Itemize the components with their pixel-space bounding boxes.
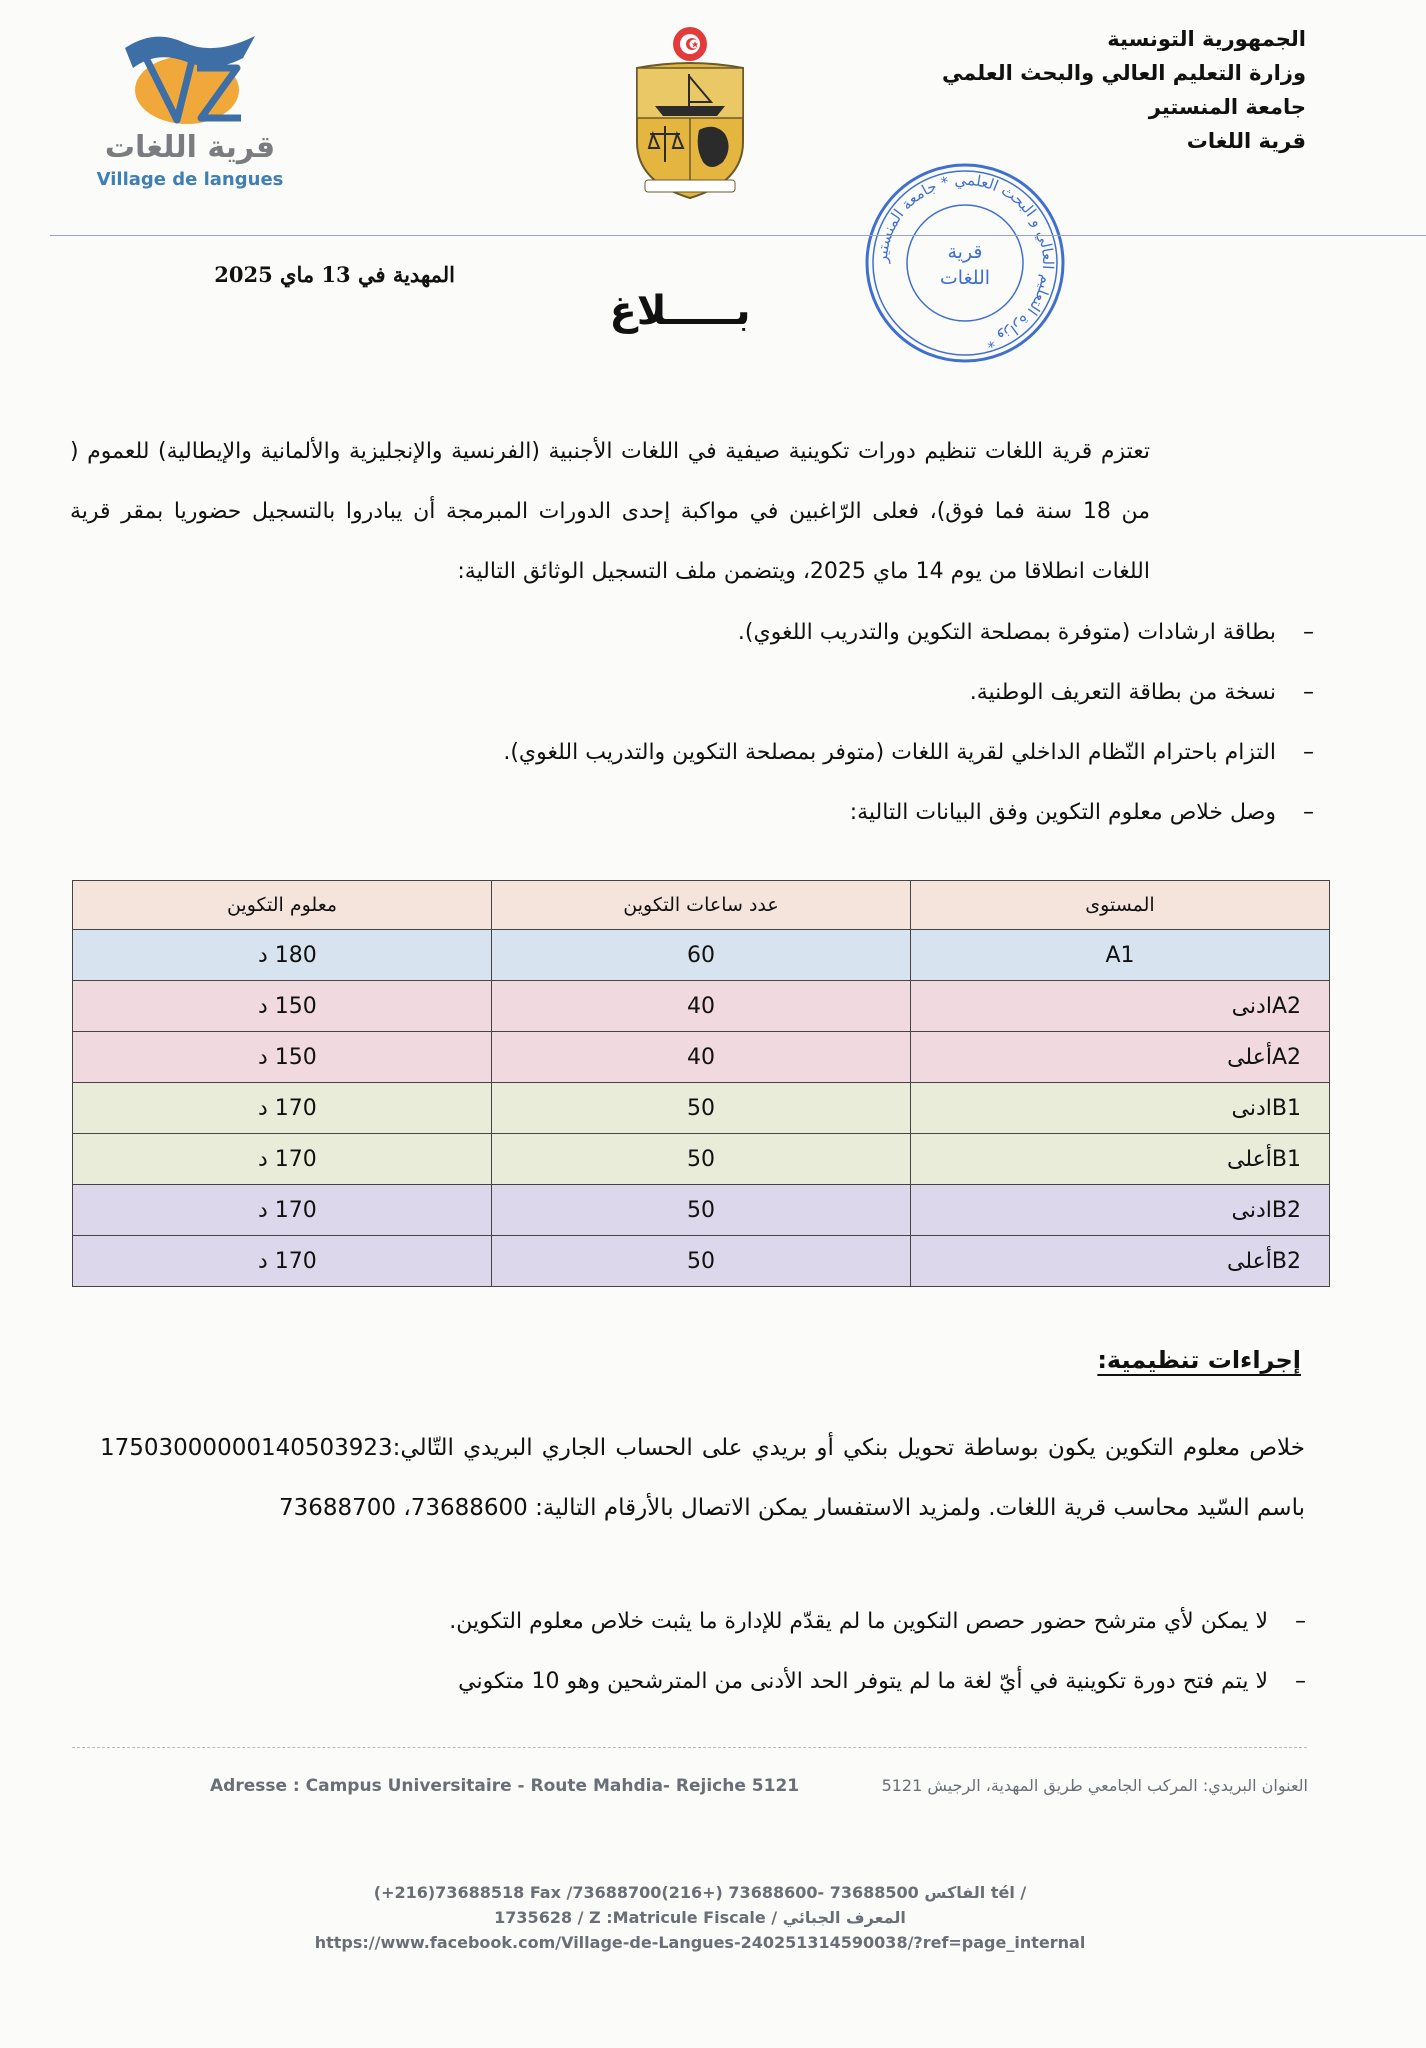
gov-line-university: جامعة المنستير	[1148, 95, 1306, 119]
table-row	[73, 1083, 1330, 1134]
header-level: المستوى	[911, 881, 1330, 930]
procedures-paragraph: خلاص معلوم التكوين يكون بوساطة تحويل بنكي أو بريدي على الحساب الجاري البريدي التّالي:17503000000140503923 باسم السّيد محاسب قرية اللغات. ولمزيد الاستفسار يمكن الاتصال بالأرقام التالية: 73688600، 73688700	[100, 1435, 1305, 1521]
cell-fee: 170 د	[73, 1083, 492, 1134]
footer-matricule: 1735628 / Z :Matricule Fiscale / المعرف الجبائي	[494, 1908, 906, 1927]
procedures-heading: إجراءات تنظيمية:	[1097, 1346, 1301, 1374]
cell-hours: 50	[492, 1134, 911, 1185]
stamp-center-line-1: قرية	[947, 241, 983, 263]
procedures-notes-list	[206, 1592, 1306, 1712]
government-header	[746, 22, 1306, 158]
footer-contact	[200, 1880, 1200, 1955]
cell-fee: 170 د	[73, 1185, 492, 1236]
cell-level: B1ادنى	[911, 1083, 1330, 1134]
logo-arabic-name: قرية اللغات	[104, 130, 276, 165]
list-item: – وصل خلاص معلوم التكوين وفق البيانات التالية:	[214, 783, 1314, 843]
address-arabic: العنوان البريدي: المركب الجامعي طريق المهدية، الرجيش 5121	[881, 1776, 1308, 1795]
page-title: بـــــلاغ	[609, 288, 751, 334]
header-hours: عدد ساعات التكوين	[492, 881, 911, 930]
cell-fee: 150 د	[73, 981, 492, 1032]
cell-fee: 170 د	[73, 1134, 492, 1185]
cell-fee: 170 د	[73, 1236, 492, 1287]
required-documents-list	[214, 603, 1314, 843]
list-item: – نسخة من بطاقة التعريف الوطنية.	[214, 663, 1314, 723]
cell-hours: 60	[492, 930, 911, 981]
stamp-center-line-2: اللغات	[939, 267, 991, 289]
list-item: – لا يتم فتح دورة تكوينية في أيّ لغة ما لم يتوفر الحد الأدنى من المترشحين وهو 10 متكوني	[206, 1652, 1306, 1712]
table-header-row	[73, 881, 1330, 930]
cell-level: B2أعلى	[911, 1236, 1330, 1287]
document-date: المهدية في 13 ماي 2025	[214, 262, 455, 287]
stamp-ring-text: وزارة التعليم العالي و البحث العلمي * جامعة المنستير *	[872, 170, 1058, 352]
address-french: Adresse : Campus Universitaire - Route Mahdia- Rejiche 5121	[210, 1776, 800, 1796]
list-item: – التزام باحترام النّظام الداخلي لقرية اللغات (متوفر بمصلحة التكوين والتدريب اللغوي).	[214, 723, 1314, 783]
cell-level: B2ادنى	[911, 1185, 1330, 1236]
table-row	[73, 1032, 1330, 1083]
table-row	[73, 1134, 1330, 1185]
cell-hours: 50	[492, 1083, 911, 1134]
list-item: – بطاقة ارشادات (متوفرة بمصلحة التكوين والتدريب اللغوي).	[214, 603, 1314, 663]
gov-line-ministry: وزارة التعليم العالي والبحث العلمي	[941, 61, 1306, 85]
cell-fee: 180 د	[73, 930, 492, 981]
village-de-langues-logo	[90, 28, 290, 198]
header-divider	[50, 235, 1426, 236]
gov-line-institution: قرية اللغات	[1186, 129, 1306, 153]
logo-french-name: Village de langues	[96, 169, 284, 190]
cell-hours: 50	[492, 1185, 911, 1236]
header-fee: معلوم التكوين	[73, 881, 492, 930]
cell-level: A2أعلى	[911, 1032, 1330, 1083]
footer-phones: (+216)73688518 Fax /الفاكس 73688500 -73688600 (+216)73688700 tél /	[373, 1883, 1027, 1902]
cell-fee: 150 د	[73, 1032, 492, 1083]
cell-level: A1	[911, 930, 1330, 981]
tunisia-coat-of-arms-icon	[625, 22, 755, 202]
footer-facebook-link[interactable]: https://www.facebook.com/Village-de-Langues-240251314590038/?ref=page_internal	[314, 1933, 1086, 1952]
table-row	[73, 930, 1330, 981]
announcement-paragraph: تعتزم قرية اللغات تنظيم دورات تكوينية صيفية في اللغات الأجنبية (الفرنسية والإنجليزية والألمانية والإيطالية) للعموم ( من 18 سنة فما فوق)، فعلى الرّاغبين في مواكبة إحدى الدورات المبرمجة أن يبادروا بالتسجيل حضوريا بمقر قرية اللغات انطلاقا من يوم 14 ماي 2025، ويتضمن ملف التسجيل الوثائق التالية:	[70, 439, 1150, 584]
list-item: – لا يمكن لأي مترشح حضور حصص التكوين ما لم يقدّم للإدارة ما يثبت خلاص معلوم التكوين.	[206, 1592, 1306, 1652]
cell-level: A2ادنى	[911, 981, 1330, 1032]
cell-level: B1أعلى	[911, 1134, 1330, 1185]
table-row	[73, 1185, 1330, 1236]
fees-table	[72, 880, 1330, 1287]
gov-line-republic: الجمهورية التونسية	[1107, 27, 1306, 51]
table-row	[73, 1236, 1330, 1287]
footer-divider	[72, 1747, 1307, 1748]
official-stamp-icon	[862, 160, 1068, 366]
cell-hours: 40	[492, 981, 911, 1032]
cell-hours: 50	[492, 1236, 911, 1287]
cell-hours: 40	[492, 1032, 911, 1083]
table-row	[73, 981, 1330, 1032]
logo-mark-icon	[115, 28, 265, 128]
